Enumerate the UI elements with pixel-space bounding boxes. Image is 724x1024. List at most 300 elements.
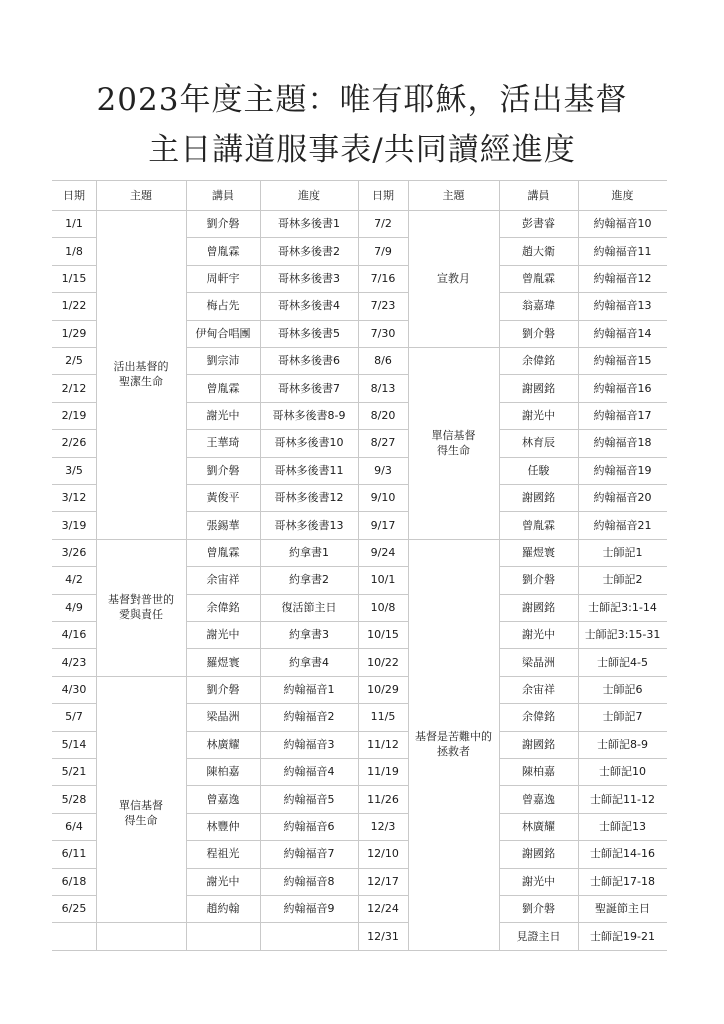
grid-line [52,484,96,485]
date-cell: 1/8 [65,244,83,258]
speaker-cell: 謝光中 [522,874,555,888]
speaker-cell: 謝光中 [206,628,240,642]
progress-cell: 哥林多後書10 [274,436,344,450]
speaker-cell: 任駿 [527,463,550,477]
progress-cell: 約翰福音10 [593,217,652,231]
date-cell: 1/22 [61,299,87,313]
speaker-cell: 劉介磐 [206,217,240,231]
grid-line [408,180,409,950]
grid-line [52,180,667,181]
page-subtitle: 主日講道服事表/共同讀經進度 [148,132,576,168]
progress-cell: 哥林多後書8-9 [272,408,346,422]
grid-line [52,320,96,321]
speaker-cell: 劉介磐 [206,463,240,477]
grid-line [358,840,408,841]
grid-line [52,621,96,622]
date-cell: 6/11 [61,847,87,861]
speaker-cell: 見證主日 [516,929,561,943]
grid-line [499,457,667,458]
grid-line [96,922,186,923]
theme-cell [408,539,499,950]
grid-line [358,429,408,430]
grid-line [499,922,667,923]
grid-line [52,703,96,704]
date-cell: 11/12 [367,737,399,751]
progress-cell: 約拿書3 [289,628,329,642]
date-cell: 4/9 [65,600,83,614]
grid-line [52,676,96,677]
date-cell: 1/29 [61,326,87,340]
progress-cell: 約拿書1 [289,545,329,559]
grid-line [358,731,408,732]
grid-line [186,210,358,211]
grid-line [499,950,667,951]
speaker-cell: 周軒宇 [206,271,240,285]
grid-line [358,922,408,923]
grid-line [358,347,408,348]
date-cell: 4/2 [65,573,83,587]
progress-cell: 哥林多後書11 [274,463,344,477]
speaker-cell: 謝國銘 [522,737,555,751]
grid-line [52,429,96,430]
date-cell: 10/22 [367,655,399,669]
grid-line [499,511,667,512]
progress-cell: 約翰福音12 [593,271,652,285]
grid-line [499,758,667,759]
speaker-cell: 謝光中 [522,408,555,422]
speaker-cell: 謝國銘 [522,600,555,614]
progress-cell: 約翰福音7 [283,847,335,861]
progress-cell: 士師記7 [602,710,643,724]
progress-cell: 約拿書4 [289,655,329,669]
progress-cell: 士師記19-21 [590,929,655,943]
grid-line [499,648,667,649]
page-title: 2023年度主題：唯有耶穌，活出基督 [96,82,628,118]
grid-line [186,402,358,403]
date-cell: 7/16 [370,271,396,285]
grid-line [358,785,408,786]
progress-cell: 哥林多後書2 [278,244,340,258]
date-cell: 7/9 [374,244,392,258]
grid-line [499,676,667,677]
progress-cell: 士師記13 [599,819,646,833]
grid-line [499,402,667,403]
grid-line [96,676,186,677]
progress-cell: 約翰福音4 [283,765,335,779]
grid-line [499,539,667,540]
date-cell: 12/31 [367,929,399,943]
right-header-speaker: 講員 [527,188,550,202]
progress-cell: 復活節主日 [281,600,337,614]
date-cell: 8/13 [370,381,396,395]
progress-cell: 約翰福音17 [593,408,652,422]
grid-line [358,180,359,950]
grid-line [186,180,187,950]
grid-line [499,320,667,321]
speaker-cell: 羅煜寰 [206,655,240,669]
grid-line [499,180,500,950]
grid-line [358,703,408,704]
grid-line [186,868,358,869]
grid-line [358,895,408,896]
speaker-cell: 翁嘉瑋 [522,299,555,313]
date-cell: 2/5 [65,354,83,368]
grid-line [96,180,97,950]
grid-line [186,758,358,759]
grid-line [358,621,408,622]
progress-cell: 哥林多後書12 [274,491,344,505]
grid-line [499,621,667,622]
grid-line [358,402,408,403]
grid-line [358,950,408,951]
theme-cell [96,210,186,539]
grid-line [358,265,408,266]
grid-line [408,950,499,951]
speaker-cell: 羅煜寰 [522,545,555,559]
date-cell: 8/6 [374,354,392,368]
speaker-cell: 趙約翰 [206,902,240,916]
grid-line [578,180,579,950]
date-cell: 4/30 [61,682,87,696]
progress-cell: 士師記4-5 [597,655,648,669]
progress-cell: 約翰福音11 [593,244,652,258]
theme-cell [96,539,186,676]
speaker-cell: 劉介磐 [522,902,555,916]
date-cell: 8/20 [370,408,396,422]
progress-cell: 約翰福音6 [283,819,335,833]
speaker-cell: 謝光中 [206,408,240,422]
grid-line [499,731,667,732]
grid-line [499,703,667,704]
grid-line [96,210,186,211]
theme-text: 拯救者 [437,745,470,759]
speaker-cell: 張錫華 [206,518,240,532]
date-cell: 3/26 [61,545,87,559]
date-cell: 9/24 [370,545,396,559]
grid-line [186,922,358,923]
date-cell: 3/5 [65,463,83,477]
speaker-cell: 曾胤霖 [206,381,240,395]
progress-cell: 約翰福音3 [283,737,335,751]
grid-line [52,813,96,814]
grid-line [358,292,408,293]
theme-text: 基督是苦難中的 [415,730,492,744]
speaker-cell: 黃俊平 [206,491,240,505]
speaker-cell: 梅占先 [206,299,240,313]
progress-cell: 約翰福音1 [283,682,335,696]
date-cell: 10/8 [370,600,396,614]
grid-line [186,648,358,649]
left-header-theme: 主題 [130,188,152,202]
progress-cell: 哥林多後書1 [278,217,340,231]
left-header-progress: 進度 [298,188,320,202]
speaker-cell: 謝國銘 [522,847,555,861]
left-header-speaker: 講員 [212,188,234,202]
speaker-cell: 林廣耀 [206,737,240,751]
grid-line [52,758,96,759]
date-cell: 1/15 [61,271,87,285]
date-cell: 10/15 [367,628,399,642]
date-cell: 5/7 [65,710,83,724]
speaker-cell: 余宙祥 [522,682,555,696]
theme-text: 得生命 [437,443,470,457]
grid-line [186,895,358,896]
grid-line [358,813,408,814]
grid-line [358,594,408,595]
grid-line [52,374,96,375]
progress-cell: 士師記11-12 [590,792,655,806]
grid-line [358,210,408,211]
grid-line [52,731,96,732]
grid-line [186,539,358,540]
grid-line [186,594,358,595]
grid-line [358,648,408,649]
grid-line [186,703,358,704]
grid-line [499,484,667,485]
date-cell: 12/24 [367,902,399,916]
grid-line [408,210,499,211]
progress-cell: 士師記2 [602,573,643,587]
speaker-cell: 劉介磐 [522,326,555,340]
progress-cell: 約翰福音5 [283,792,335,806]
right-header-date: 日期 [372,188,394,202]
speaker-cell: 謝國銘 [522,491,555,505]
grid-line [499,868,667,869]
grid-line [52,840,96,841]
right-header-progress: 進度 [611,188,634,202]
grid-line [186,731,358,732]
progress-cell: 士師記14-16 [590,847,655,861]
grid-line [499,594,667,595]
speaker-cell: 余偉銘 [522,354,555,368]
grid-line [52,237,96,238]
grid-line [52,594,96,595]
progress-cell: 約翰福音9 [283,902,335,916]
grid-line [358,484,408,485]
progress-cell: 哥林多後書7 [278,381,340,395]
theme-cell [408,347,499,539]
date-cell: 12/17 [367,874,399,888]
grid-line [499,785,667,786]
speaker-cell: 林豐仲 [206,819,240,833]
grid-line [499,566,667,567]
grid-line [499,374,667,375]
grid-line [52,210,96,211]
grid-line [358,758,408,759]
theme-text: 得生命 [124,813,158,827]
grid-line [52,292,96,293]
date-cell: 11/5 [370,710,396,724]
grid-line [52,539,96,540]
grid-line [186,484,358,485]
speaker-cell: 程祖光 [206,847,240,861]
date-cell: 12/10 [367,847,399,861]
right-header-theme: 主題 [442,188,465,202]
progress-cell: 約翰福音16 [593,381,652,395]
grid-line [186,676,358,677]
date-cell: 2/19 [61,408,87,422]
date-cell: 5/28 [61,792,87,806]
grid-line [358,457,408,458]
grid-line [408,347,499,348]
progress-cell: 哥林多後書6 [278,354,340,368]
grid-line [186,320,358,321]
grid-line [52,566,96,567]
grid-line [186,566,358,567]
progress-cell: 約翰福音20 [593,491,652,505]
grid-line [186,511,358,512]
progress-cell: 士師記3:1-14 [588,600,657,614]
speaker-cell: 謝光中 [206,874,240,888]
speaker-cell: 劉介磐 [522,573,555,587]
grid-line [260,180,261,950]
theme-text: 宣教月 [437,272,470,285]
theme-text: 單信基督 [119,798,163,812]
progress-cell: 約翰福音2 [283,710,335,724]
date-cell: 8/27 [370,436,396,450]
progress-cell: 哥林多後書3 [278,271,340,285]
progress-cell: 士師記6 [602,682,643,696]
grid-line [186,621,358,622]
grid-line [499,210,667,211]
progress-cell: 士師記1 [602,545,643,559]
progress-cell: 士師記8-9 [597,737,648,751]
speaker-cell: 曾胤霖 [522,271,555,285]
grid-line [52,347,96,348]
speaker-cell: 趙大衛 [522,244,555,258]
speaker-cell: 曾胤霖 [522,518,555,532]
date-cell: 10/29 [367,682,399,696]
speaker-cell: 曾嘉逸 [206,792,240,806]
speaker-cell: 余宙祥 [206,573,240,587]
date-cell: 10/1 [370,573,396,587]
grid-line [52,265,96,266]
grid-line [499,813,667,814]
progress-cell: 約翰福音15 [593,354,652,368]
grid-line [96,539,186,540]
grid-line [358,374,408,375]
grid-line [186,950,358,951]
grid-line [52,895,96,896]
date-cell: 12/3 [370,819,396,833]
theme-cell [408,210,499,347]
progress-cell: 士師記3:15-31 [584,628,661,642]
date-cell: 7/30 [370,326,396,340]
progress-cell: 約翰福音13 [593,299,652,313]
progress-cell: 約翰福音18 [593,436,652,450]
grid-line [96,950,186,951]
grid-line [499,840,667,841]
grid-line [52,868,96,869]
speaker-cell: 陳柏嘉 [522,765,555,779]
speaker-cell: 彭書睿 [522,217,555,231]
grid-line [186,785,358,786]
grid-line [52,950,96,951]
speaker-cell: 曾嘉逸 [522,792,555,806]
theme-text: 聖潔生命 [119,375,163,389]
progress-cell: 哥林多後書4 [278,299,340,313]
grid-line [186,292,358,293]
date-cell: 1/1 [65,217,83,231]
progress-cell: 士師記17-18 [590,874,655,888]
speaker-cell: 劉介磐 [206,682,240,696]
grid-line [358,566,408,567]
speaker-cell: 王華琦 [206,436,240,450]
grid-line [186,347,358,348]
speaker-cell: 林育辰 [522,436,555,450]
speaker-cell: 伊甸合唱團 [195,326,251,340]
grid-line [499,237,667,238]
progress-cell: 聖誕節主日 [595,902,650,916]
left-header-date: 日期 [63,188,85,202]
grid-line [358,676,408,677]
grid-line [499,265,667,266]
speaker-cell: 梁晶洲 [206,710,240,724]
grid-line [52,648,96,649]
speaker-cell: 林廣耀 [522,819,555,833]
grid-line [52,457,96,458]
date-cell: 11/26 [367,792,399,806]
grid-line [358,539,408,540]
grid-line [358,320,408,321]
speaker-cell: 謝國銘 [522,381,555,395]
theme-cell [96,676,186,950]
progress-cell: 約翰福音14 [593,326,652,340]
theme-text: 活出基督的 [113,360,169,374]
grid-line [186,429,358,430]
speaker-cell: 余偉銘 [522,710,555,724]
schedule-table [52,180,667,945]
date-cell: 4/23 [61,655,87,669]
date-cell: 5/21 [61,765,87,779]
date-cell: 3/19 [61,518,87,532]
grid-line [499,895,667,896]
speaker-cell: 余偉銘 [206,600,240,614]
date-cell: 9/3 [374,463,392,477]
date-cell: 7/2 [374,217,392,231]
grid-line [52,402,96,403]
date-cell: 2/12 [61,381,87,395]
date-cell: 2/26 [61,436,87,450]
grid-line [186,840,358,841]
grid-line [358,511,408,512]
speaker-cell: 曾胤霖 [206,545,240,559]
grid-line [52,785,96,786]
progress-cell: 士師記10 [599,765,646,779]
speaker-cell: 梁晶洲 [522,655,555,669]
grid-line [499,292,667,293]
date-cell: 3/12 [61,491,87,505]
grid-line [186,237,358,238]
date-cell: 11/19 [367,765,399,779]
date-cell: 7/23 [370,299,396,313]
date-cell: 6/18 [61,874,87,888]
theme-text: 基督對普世的 [108,593,174,607]
grid-line [186,374,358,375]
date-cell: 4/16 [61,628,87,642]
progress-cell: 哥林多後書5 [278,326,340,340]
speaker-cell: 曾胤霖 [206,244,240,258]
date-cell: 6/4 [65,819,83,833]
speaker-cell: 陳柏嘉 [206,765,240,779]
progress-cell: 約翰福音21 [593,518,652,532]
date-cell: 5/14 [61,737,87,751]
progress-cell: 哥林多後書13 [274,518,344,532]
theme-text: 單信基督 [431,428,476,442]
grid-line [499,429,667,430]
date-cell: 9/17 [370,518,396,532]
grid-line [186,813,358,814]
